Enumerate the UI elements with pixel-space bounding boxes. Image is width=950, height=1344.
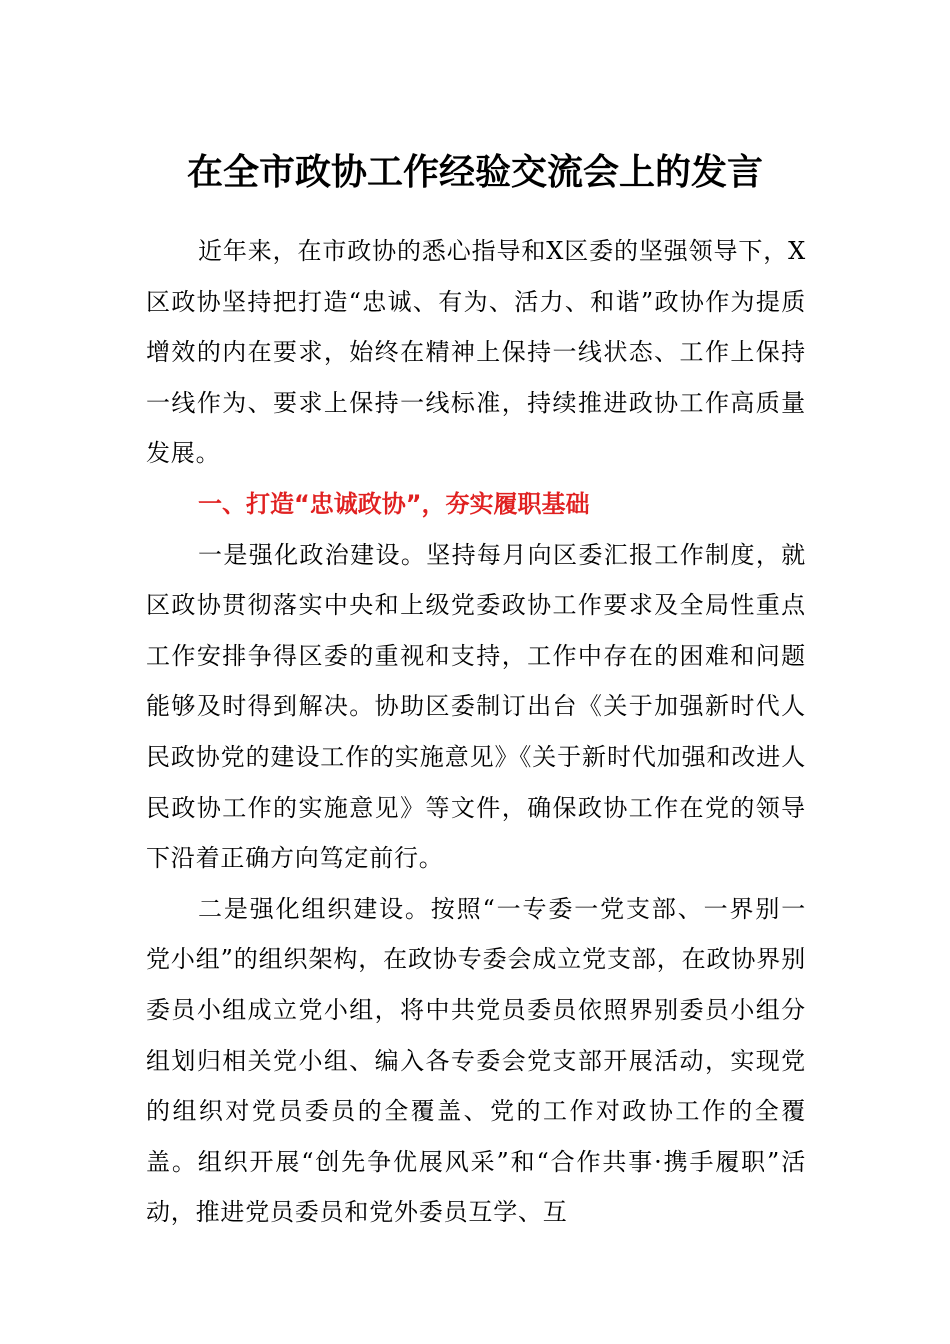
- body-paragraph-political: 一是强化政治建设。坚持每月向区委汇报工作制度，就区政协贯彻落实中央和上级党委政协工作要求及全局性重点工作安排争得区委的重视和支持，工作中存在的困难和问题能够及时得到解决。协助区委制订出台《关于加强新时代人民政协党的建设工作的实施意见》《关于新时代加强和改进人民政协工作的实施意见》等文件，确保政协工作在党的领导下沿着正确方向笃定前行。: [146, 540, 806, 873]
- document-body: [146, 226, 806, 1238]
- document-title: 在全市政协工作经验交流会上的发言: [186, 152, 763, 193]
- body-paragraph-organization: 二是强化组织建设。按照“一专委一党支部、一界别一党小组”的组织架构，在政协专委会成立党支部，在政协界别委员小组成立党小组，将中共党员委员依照界别委员小组分组划归相关党小组、编入各专委会党支部开展活动，实现党的组织对党员委员的全覆盖、党的工作对政协工作的全覆盖。组织开展“创先争优展风采”和“合作共事·携手履职”活动，推进党员委员和党外委员互学、互: [146, 894, 806, 1227]
- intro-paragraph: 近年来，在市政协的悉心指导和X区委的坚强领导下，X区政协坚持把打造“忠诚、有为、活力、和谐”政协作为提质增效的内在要求，始终在精神上保持一线状态、工作上保持一线作为、要求上保持一线标准，持续推进政协工作高质量发展。: [146, 237, 806, 468]
- section-heading: 一、打造“忠诚政协”，夯实履职基础: [198, 489, 590, 518]
